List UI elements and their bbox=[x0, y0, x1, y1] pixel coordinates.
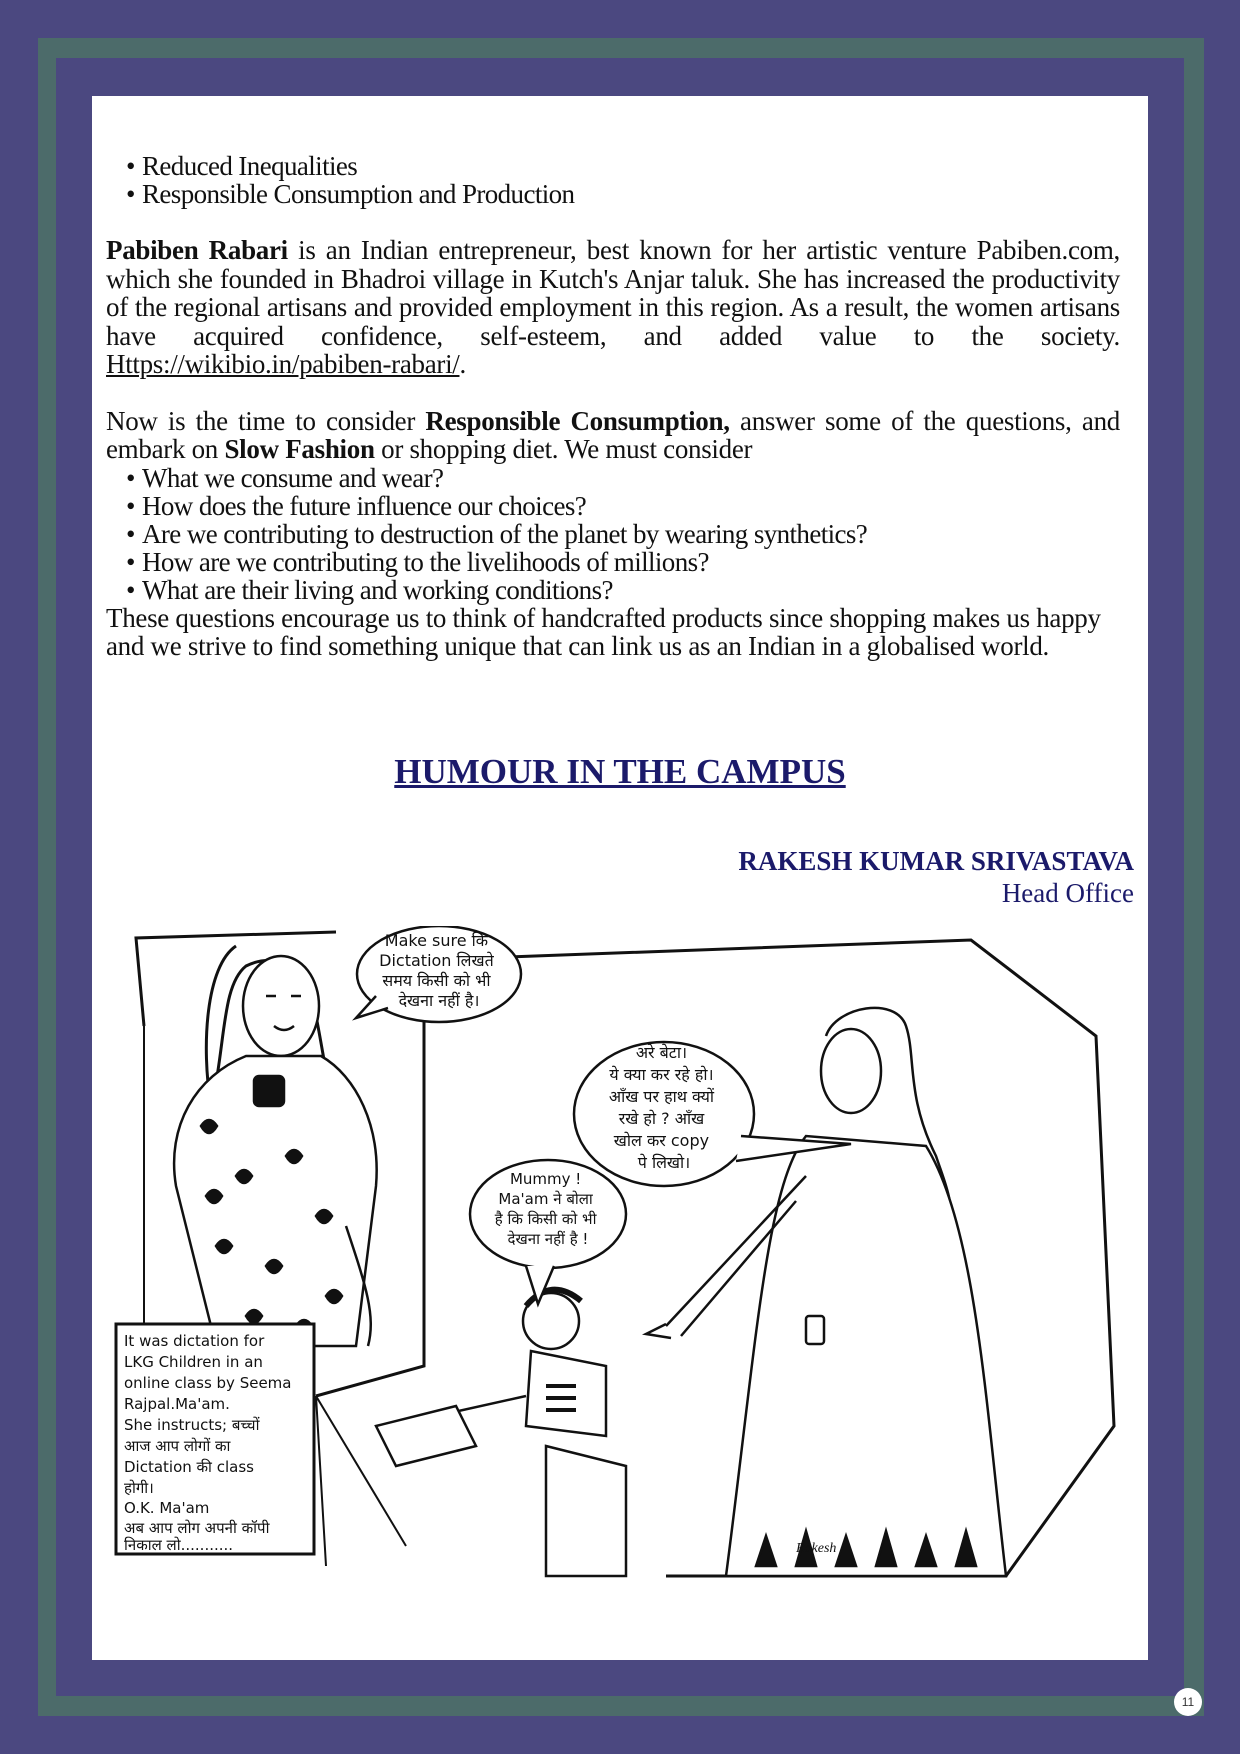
bubble-child-text: Mummy ! Ma'am ने बोला है कि किसी को भी देखना नहीं है ! bbox=[494, 1170, 597, 1248]
paragraph-text: is an Indian entrepreneur, best known for her artistic venture Pabiben.com, which she founded in Bhadroi village in Kutch's Anjar taluk. She has increased the productivity of the regional artisans and provided employment in this region. As a result, the women artisans have acquired confidence, self-esteem, and added value to the society. bbox=[106, 235, 1120, 351]
paragraph-pabiben bbox=[106, 236, 1120, 379]
artist-signature: Rakesh bbox=[796, 1541, 837, 1556]
text: or shopping diet. We must consider bbox=[374, 434, 753, 464]
teacher-figure bbox=[174, 946, 377, 1346]
list-item: • What we consume and wear? bbox=[126, 464, 1120, 492]
list-item: • Reduced Inequalities bbox=[126, 152, 1120, 180]
period: . bbox=[459, 349, 466, 379]
cartoon-illustration bbox=[106, 926, 1134, 1642]
list-item: • How are we contributing to the livelihoods of millions? bbox=[126, 548, 1120, 576]
bold-term: Responsible Consumption, bbox=[425, 405, 730, 436]
wiki-link[interactable]: Https://wikibio.in/pabiben-rabari/ bbox=[106, 349, 460, 379]
text: Now is the time to consider bbox=[106, 405, 426, 436]
article-text bbox=[106, 152, 1120, 661]
text: answer some of the questions, and embark on bbox=[106, 405, 1120, 464]
child-figure bbox=[376, 1290, 626, 1576]
page bbox=[92, 96, 1148, 1660]
author-office: Head Office bbox=[1001, 878, 1134, 908]
page-number: 11 bbox=[1174, 1688, 1202, 1716]
caption-text: It was dictation for LKG Children in an online class by Seema Rajpal.Ma'am. She instructs; बच्चों आज आप लोगों का Dictation की class होगी। O.K. Ma'am अब आप लोग अपनी कॉपी निकाल लो........... bbox=[124, 1332, 292, 1554]
list-item: • Are we contributing to destruction of the planet by wearing synthetics? bbox=[126, 520, 1120, 548]
list-item: • Responsible Consumption and Production bbox=[126, 180, 1120, 208]
paragraph-conclusion: These questions encourage us to think of handcrafted products since shopping makes us happy and we strive to find something unique that can link us as an Indian in a globalised world. bbox=[106, 602, 1101, 661]
author-name: RAKESH KUMAR SRIVASTAVA bbox=[738, 846, 1134, 876]
goals-list bbox=[106, 152, 1120, 208]
bubble-teacher-text: Make sure कि Dictation लिखते समय किसी को भी देखना नहीं है। bbox=[379, 931, 494, 1010]
paragraph-consumption bbox=[106, 407, 1120, 464]
list-item: • How does the future influence our choices? bbox=[126, 492, 1120, 520]
bubble-mother-text: अरे बेटा। ये क्या कर रहे हो। आँख पर हाथ क्यों रखे हो ? आँख खोल कर copy पे लिखो। bbox=[608, 1043, 715, 1172]
list-item: • What are their living and working conditions? bbox=[126, 576, 1120, 604]
questions-list bbox=[106, 464, 1120, 604]
bold-term: Slow Fashion bbox=[224, 434, 375, 464]
section-title: HUMOUR IN THE CAMPUS bbox=[394, 752, 846, 791]
person-name: Pabiben Rabari bbox=[106, 235, 288, 265]
author-block bbox=[738, 844, 1134, 908]
